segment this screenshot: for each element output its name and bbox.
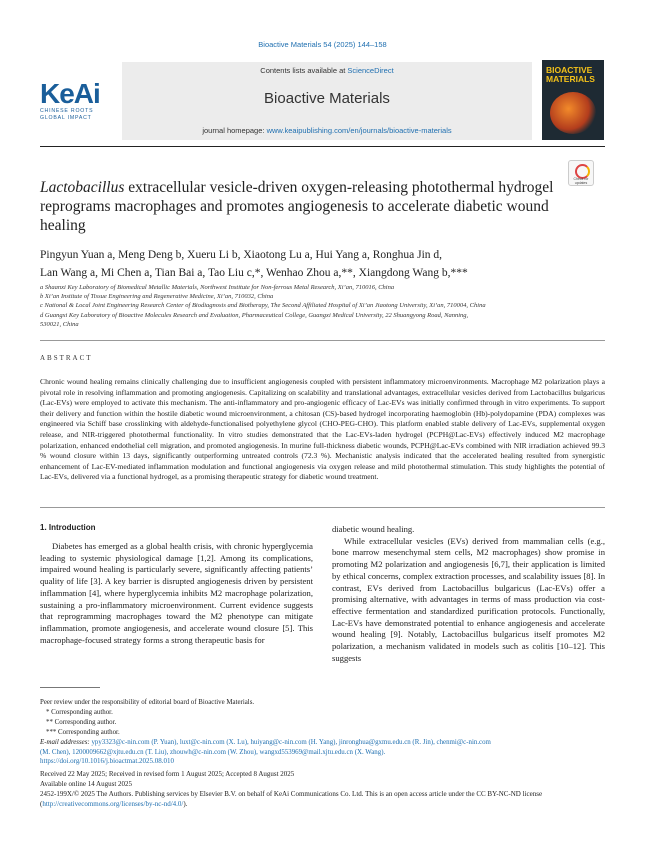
cover-title: BIOACTIVE MATERIALS [546,65,595,84]
email-links-line-1[interactable]: ypy3323@c-nin.com (P. Yuan), luxt@c-nin.com (X. Lu), huiyang@c-nin.com (H. Yang), jinronghua@gxmu.edu.cn (R. Jin), chenmi@c-nin.com [91,739,491,746]
sciencedirect-link[interactable]: ScienceDirect [347,66,394,75]
header-divider [40,146,605,147]
license-end: ). [183,800,188,808]
email-label: E-mail addresses: [40,739,90,746]
intro-right-paragraph-1: diabetic wound healing. [332,524,415,534]
contents-prefix: Contents lists available at [260,66,348,75]
abstract-bottom-divider [40,507,605,508]
corresponding-author-3: *** Corresponding author. [46,729,120,736]
doi-link[interactable]: https://doi.org/10.1016/j.bioactmat.2025.08.010 [40,757,175,765]
author-list [40,246,600,282]
authors-line-2[interactable]: Lan Wang a, Mi Chen a, Tian Bai a, Tao Liu c,*, Wenhao Zhou a,**, Xiangdong Wang b,*** [40,267,468,279]
article-history [40,769,605,809]
received-dates: Received 22 May 2025; Received in revised form 1 August 2025; Accepted 8 August 2025 [40,770,295,778]
affiliation-a: a Shaanxi Key Laboratory of Biomedical Metallic Materials, Northwest Institute for Non-ferrous Metal Research, Xi’an, 710016, China [40,284,395,291]
available-online: Available online 14 August 2025 [40,780,133,788]
introduction-heading: 1. Introduction [40,523,96,532]
peer-review-note: Peer review under the responsibility of editorial board of Bioactive Materials. [40,699,255,706]
affiliation-d-cont: 530021, China [40,320,79,328]
journal-homepage-line [122,126,532,135]
keai-logo[interactable] [40,80,120,122]
authors-line-1[interactable]: Pingyun Yuan a, Meng Deng b, Xueru Li b, Xiaotong Lu a, Hui Yang a, Ronghua Jin d, [40,249,443,261]
email-addresses [40,738,605,748]
affiliation-d: d Guangxi Key Laboratory of Bioactive Molecules Research and Evaluation, Pharmaceutical College, Guangxi Medical University, 22 Shuangyong Road, Nanning, [40,311,469,319]
contents-available-line [122,66,532,75]
affiliation-c: c National & Local Joint Engineering Research Center of Biodiagnosis and Biotherapy, The Second Affiliated Hospital of Xi’an Jiaotong University, Xi’an, 710004, China [40,302,486,310]
abstract-text: Chronic wound healing remains clinically challenging due to insufficient angiogenesis coupled with persistent inflammatory microenvironments. Macrophage M2 polarization plays a pivotal role in resolving inflammation and promoting angiogenesis. Capitalizing on scalability and translational advantages, extracellular vesicles derived from Lactobacillus bulgaricus (Lac-EVs) were employed to activate this mechanism. The anti-inflammatory and pro-angiogenic efficacy of Lac-EVs was initially confirmed through in vitro experiments. To support their delivery and function within the hostile diabetic wound microenvironment, a chitosan (CS)-based hydrogel incorporating haemoglobin (Hb)-polydopamine (PDA) complexes was engineered via Schiff base crosslinking with aldehyde-functionalised polyethylene glycol (CHO-PEG-CHO). This platform enabled stable delivery of Lac-EVs, supplemental oxygen release, and NIR-triggered photothermal functionality. In vitro studies demonstrated that the Lac-EVs-laden hydrogel (PCPH@Lac-EVs) effectively induced M2 macrophage polarization, enhanced endothelial cell migration, and promoted angiogenesis. In murine full-thickness diabetic wounds, PCPH@Lac-EVs combined with NIR irradiation achieved 99.3 % wound closure within 13 days, significantly outperforming untreated controls (72.3 %). Mechanistic analysis indicated that the accelerated healing resulted from synergistic enhancement of Lac-EV-mediated inflammation modulation and functional angiogenesis via oxygen release and mild photothermal stimulation. This study highlights the potential of Lac-EVs, delivered via a functional hydrogel, as a promising therapeutic strategy for diabetic wound treatment. [40,377,605,482]
footnotes [40,686,605,758]
check-for-updates-button[interactable] [568,160,594,186]
abstract-heading: ABSTRACT [40,354,93,362]
abstract-top-divider [40,340,605,341]
intro-right-column [332,524,605,664]
journal-cover-image[interactable] [542,60,604,140]
affiliation-b: b Xi’an Institute of Tissue Engineering and Regenerative Medicine, Xi’an, 710032, China [40,293,274,301]
check-for-updates-label: Check for updates [573,177,589,185]
email-links-line-2[interactable]: (M. Chen), 1200009662@xjtu.edu.cn (T. Liu), zhouwh@c-nin.com (W. Zhou), wangxd553969@mail.xjtu.edu.cn (X. Wang). [40,749,386,756]
journal-name[interactable]: Bioactive Materials [264,90,390,107]
license-text: 2452-199X/© 2025 The Authors. Publishing services by Elsevier B.V. on behalf of KeAi Communications Co. Ltd. This is an open access article under the CC BY-NC-ND license ( [40,790,543,808]
title-italic-term: Lactobacillus [40,179,125,196]
homepage-link[interactable]: www.keaipublishing.com/en/journals/bioactive-materials [266,126,452,135]
intro-right-paragraph-2: While extracellular vesicles (EVs) derived from mammalian cells (e.g., bone marrow mesenchymal stem cells, M2 macrophages) show promise in promoting M2 polarization and angiogenesis [6,7], their application is limited by ethical concerns, complex extraction processes, and scalability issues [8]. In contrast, EVs derived from Lactobacillus bulgaricus (Lac-EVs) offer a promising alternative, with advantages in terms of mass production via cost-effective fermentation and standardized purification protocols. Functionally, Lac-EVs have demonstrated potential to enhance angiogenesis and accelerate wound healing [9]. Notably, Lactobacillus bulgaricus itself promotes M2 polarization, a mechanism validated in models such as colitis [10–12]. This suggests [332,535,605,663]
corresponding-author-1: * Corresponding author. [46,709,113,716]
logo-tagline-1: CHINESE ROOTS [40,108,94,114]
affiliations [40,283,600,329]
title-rest: extracellular vesicle-driven oxygen-releasing photothermal hydrogel reprograms macrophages and promotes angiogenesis to accelerate diabetic wound healing [40,179,554,234]
license-statement [40,789,605,809]
article-title [40,178,560,235]
cover-artwork [550,92,596,134]
homepage-prefix: journal homepage: [202,126,267,135]
license-link[interactable]: http://creativecommons.org/licenses/by-nc-nd/4.0/ [42,800,184,808]
intro-left-column: Diabetes has emerged as a global health crisis, with chronic hyperglycemia leading to systemic physiological damage [1,2]. Among its complications, impaired wound healing is particularly severe, significantly affecting patients’ quality of life [3]. A key barrier is disrupted angiogenesis driven by persistent inflammation [4], where hyperglycemia inhibits M2 macrophage polarization, sustaining a pro-inflammatory microenvironment. Current evidence suggests that reprogramming macrophages toward the M2 phenotype can mitigate inflammation, promote angiogenesis, and accelerate wound closure [5]. This macrophage-focused strategy forms a strong therapeutic basis for [40,541,313,645]
journal-reference-link[interactable]: Bioactive Materials 54 (2025) 144–158 [258,40,387,49]
logo-tagline-2: GLOBAL IMPACT [40,115,92,121]
corresponding-author-2: ** Corresponding author. [46,719,117,726]
logo-wordmark: KeAi [40,78,100,109]
